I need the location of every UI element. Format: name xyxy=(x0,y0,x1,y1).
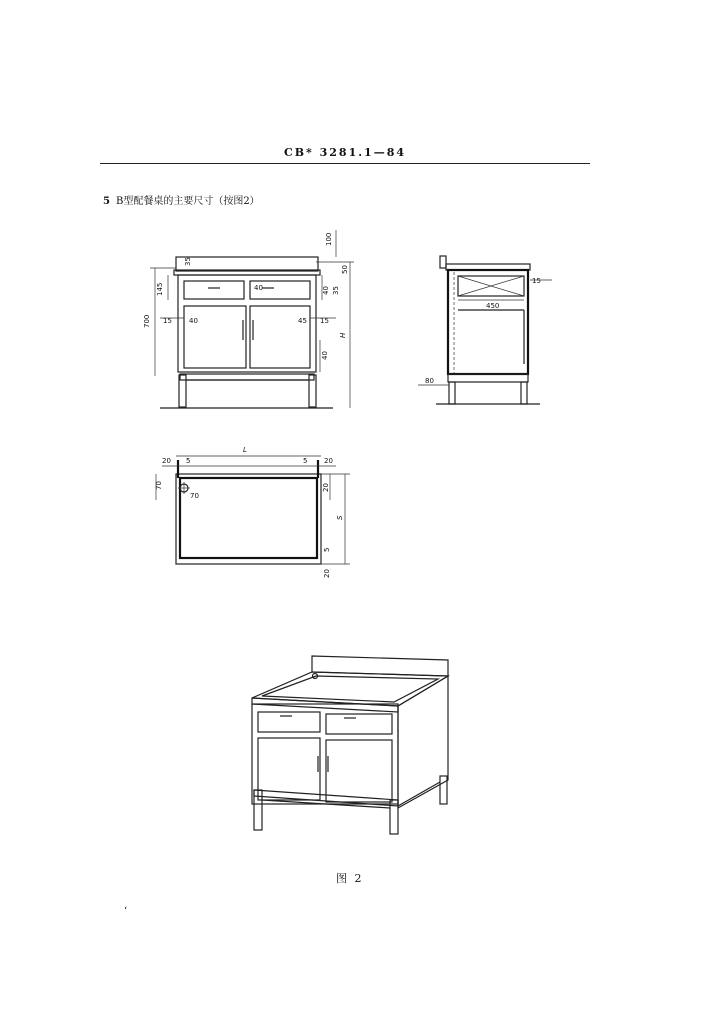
plan-dim-right-top: 20 xyxy=(322,483,330,492)
front-dim-leg: 40 xyxy=(321,351,329,360)
front-dim-top-gap: 100 xyxy=(325,232,333,246)
front-dim-total-h: 700 xyxy=(143,314,151,328)
front-dim-door-left-w: 40 xyxy=(189,317,198,325)
front-dim-door-right-w: 45 xyxy=(298,317,307,325)
plan-dim-bottom-inset: 5 xyxy=(323,547,331,552)
front-dim-height: H xyxy=(339,332,347,338)
plan-view-drawing xyxy=(156,456,350,564)
section-title: B型配餐桌的主要尺寸（按图2） xyxy=(115,196,260,207)
plan-dim-length: L xyxy=(243,446,247,454)
front-dim-splash: 35 xyxy=(184,257,192,266)
plan-dim-right-inset: 5 xyxy=(303,457,308,465)
front-dim-drawer-inner: 35 xyxy=(332,286,340,295)
front-dim-drawer-h: 145 xyxy=(156,282,164,296)
side-dim-drawer-depth: 450 xyxy=(486,302,500,310)
plan-dim-left-inset: 5 xyxy=(186,457,191,465)
front-dim-top-thk: 50 xyxy=(341,265,349,274)
plan-dim-depth: S xyxy=(336,515,344,520)
side-dim-kick: 80 xyxy=(425,377,434,385)
section-number: 5 xyxy=(103,196,110,207)
stray-mark: ‘ xyxy=(124,906,128,917)
isometric-view-drawing xyxy=(252,656,448,834)
front-dim-door-left: 15 xyxy=(163,317,172,325)
plan-dim-hole-v: 70 xyxy=(155,481,163,490)
side-dim-top-offset: 15 xyxy=(532,277,541,285)
plan-dim-hole-h: 70 xyxy=(190,492,199,500)
front-dim-drawer-gap: 40 xyxy=(322,286,330,295)
standard-number: CB* 3281.1—84 xyxy=(283,146,407,159)
front-dim-door-right: 15 xyxy=(320,317,329,325)
figure-caption: 图 2 xyxy=(336,872,364,885)
plan-dim-left-edge: 20 xyxy=(162,457,171,465)
plan-dim-right-edge: 20 xyxy=(324,457,333,465)
front-dim-drawer-label: 40 xyxy=(254,284,263,292)
plan-dim-bottom-edge: 20 xyxy=(323,569,331,578)
